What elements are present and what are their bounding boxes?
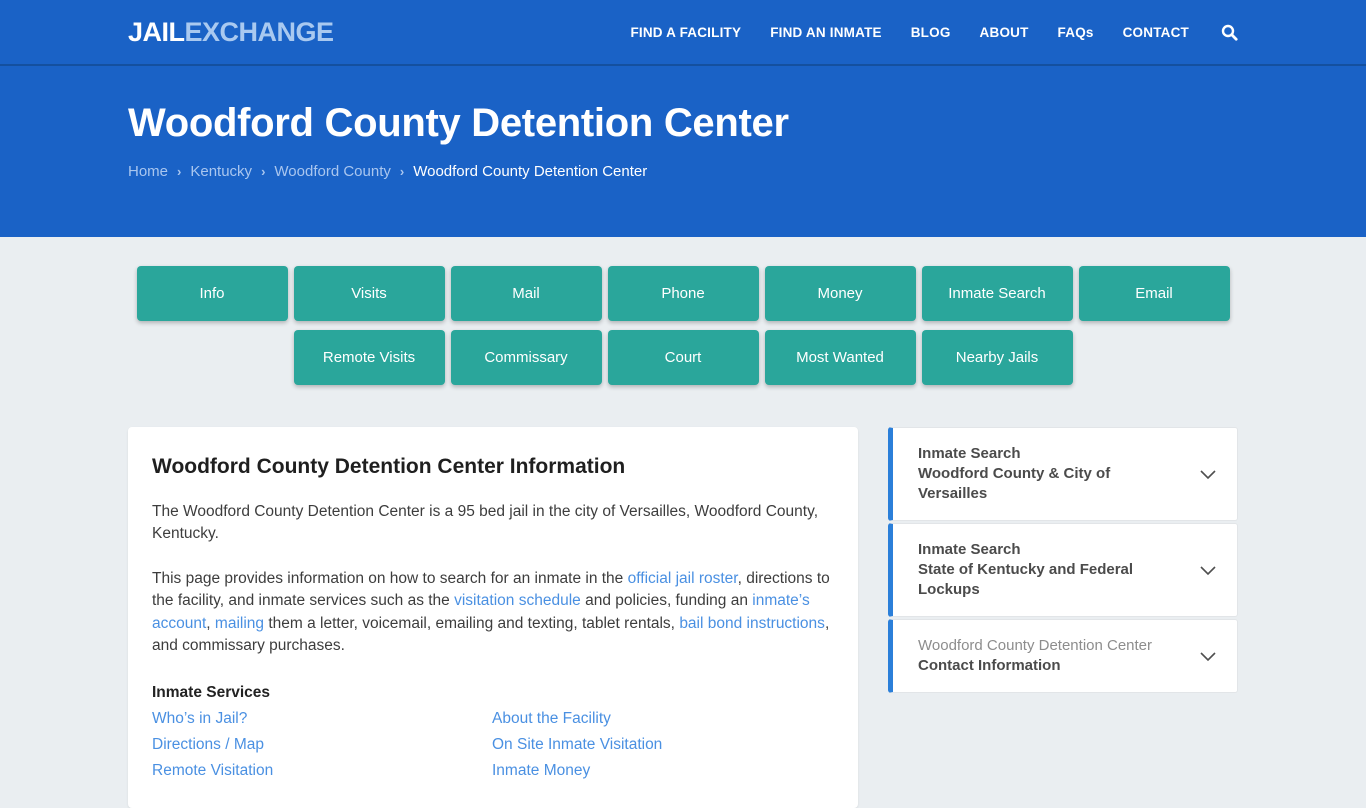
services-column-2: [492, 711, 832, 780]
service-link-directions-map[interactable]: Directions / Map: [152, 736, 264, 754]
action-button-email[interactable]: Email: [1079, 266, 1230, 321]
main-content-card: [128, 427, 858, 808]
accordion-inmate-search-county[interactable]: [888, 427, 1238, 521]
inmate-services-links: [152, 711, 834, 780]
services-column-1: [152, 711, 492, 780]
action-button-money[interactable]: Money: [765, 266, 916, 321]
breadcrumb-separator-icon: ›: [261, 164, 266, 179]
breadcrumb-link-kentucky[interactable]: Kentucky: [190, 163, 253, 180]
accordion-subtitle: Contact Information: [918, 657, 1061, 674]
facility-summary-paragraph: The Woodford County Detention Center is a 95 bed jail in the city of Versailles, Woodford County, Kentucky.: [152, 503, 819, 543]
top-header: [0, 0, 1366, 64]
breadcrumb-link-home[interactable]: Home: [128, 163, 169, 180]
inline-link-mailing[interactable]: mailing: [214, 614, 265, 632]
service-link-who-s-in-jail[interactable]: Who’s in Jail?: [152, 709, 248, 727]
accordion-title: Inmate Search: [918, 541, 1021, 558]
facility-info-paragraph: This page provides information on how to search for an inmate in the official jail roster, directions to the facility, and inmate services such as the visitation schedule and policies, funding an inmate’s account, mailing them a letter, voicemail, emailing and texting, tablet rentals, bail bond instructions, and commissary purchases.: [152, 569, 830, 655]
search-button[interactable]: [1221, 24, 1238, 41]
service-link-about-the-facility[interactable]: About the Facility: [492, 709, 611, 727]
hero-banner: [0, 64, 1366, 237]
service-link-inmate-money[interactable]: Inmate Money: [492, 762, 591, 780]
accordion-title: Inmate Search: [918, 445, 1021, 462]
nav-item-find-a-facility[interactable]: FIND A FACILITY: [630, 24, 742, 40]
action-button-nearby-jails[interactable]: Nearby Jails: [922, 330, 1073, 385]
main-nav: [630, 24, 1238, 41]
action-button-inmate-search[interactable]: Inmate Search: [922, 266, 1073, 321]
inmate-services-heading: Inmate Services: [152, 683, 271, 701]
action-button-info[interactable]: Info: [137, 266, 288, 321]
action-button-row-1: [0, 266, 1366, 321]
logo-part-jail: JAIL: [128, 16, 185, 47]
inline-link-visitation-schedule[interactable]: visitation schedule: [454, 592, 581, 610]
action-button-court[interactable]: Court: [608, 330, 759, 385]
breadcrumb-separator-icon: ›: [399, 164, 405, 179]
action-button-remote-visits[interactable]: Remote Visits: [294, 330, 445, 385]
inline-link-bail-bond-instructions[interactable]: bail bond instructions: [679, 614, 825, 632]
chevron-down-icon: [1195, 643, 1221, 669]
action-button-mail[interactable]: Mail: [451, 266, 602, 321]
nav-item-blog[interactable]: BLOG: [910, 24, 951, 40]
accordion-subtitle: State of Kentucky and Federal Lockups: [918, 561, 1134, 598]
nav-item-faqs[interactable]: FAQs: [1057, 24, 1094, 40]
accordion-inmate-search-state[interactable]: [888, 523, 1238, 617]
nav-item-find-an-inmate[interactable]: FIND AN INMATE: [770, 24, 882, 40]
action-button-commissary[interactable]: Commissary: [451, 330, 602, 385]
accordion-subtitle: Woodford County & City of Versailles: [918, 465, 1111, 502]
nav-item-about[interactable]: ABOUT: [979, 24, 1029, 40]
breadcrumb-link-woodford-county[interactable]: Woodford County: [274, 163, 391, 180]
inline-link-official-jail-roster[interactable]: official jail roster: [627, 569, 738, 587]
action-button-visits[interactable]: Visits: [294, 266, 445, 321]
chevron-down-icon: [1195, 557, 1221, 583]
action-button-row-2: [0, 330, 1366, 385]
nav-item-contact[interactable]: CONTACT: [1122, 24, 1189, 40]
sidebar: [888, 427, 1238, 693]
breadcrumb-current: Woodford County Detention Center: [413, 163, 648, 180]
chevron-down-icon: [1195, 461, 1221, 487]
logo-part-exchange: EXCHANGE: [184, 16, 334, 47]
search-icon: [1221, 24, 1238, 41]
accordion-contact-information[interactable]: [888, 619, 1238, 693]
service-link-remote-visitation[interactable]: Remote Visitation: [152, 762, 274, 780]
breadcrumb-separator-icon: ›: [177, 164, 182, 179]
page-title: Woodford County Detention Center: [128, 101, 789, 145]
inline-link-inmate-s-account[interactable]: inmate’s account: [152, 592, 810, 632]
logo[interactable]: [128, 17, 334, 48]
content-heading: Woodford County Detention Center Information: [152, 455, 626, 478]
action-button-most-wanted[interactable]: Most Wanted: [765, 330, 916, 385]
service-link-on-site-inmate-visitation[interactable]: On Site Inmate Visitation: [492, 736, 663, 754]
breadcrumb: [128, 163, 1238, 180]
action-button-phone[interactable]: Phone: [608, 266, 759, 321]
accordion-title: Woodford County Detention Center: [918, 637, 1153, 654]
action-button-grid: [0, 237, 1366, 385]
